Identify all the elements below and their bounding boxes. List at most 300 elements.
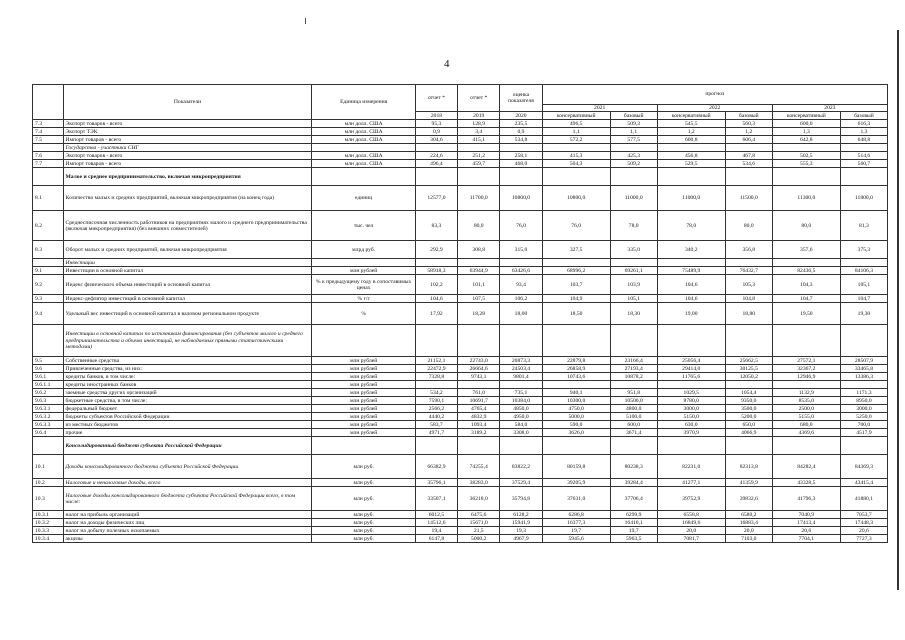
table-header <box>33 85 888 120</box>
value-cell: 75489,9 <box>657 267 725 275</box>
empty-cell <box>458 144 500 152</box>
empty-cell <box>725 144 772 152</box>
value-cell: 19,4 <box>415 527 457 535</box>
table-row <box>33 373 888 381</box>
row-unit: млн рублей <box>312 429 415 437</box>
header-conservative-2022: консервативный <box>657 112 725 120</box>
value-cell: 102,2 <box>415 275 457 295</box>
table-row <box>33 519 888 527</box>
value-cell: 41880,1 <box>840 487 887 511</box>
empty-cell <box>657 168 725 186</box>
value-cell: 7704,1 <box>772 535 840 543</box>
value-cell: 11700,0 <box>458 186 500 211</box>
row-indicator: бюджеты субъектов Российской Федерации <box>63 413 312 421</box>
value-cell: 19,30 <box>840 303 887 325</box>
value-cell: 415,1 <box>458 136 500 144</box>
section-title: Инвестиции в основной капитал по источникам финансирования (без субъектов малого и среднего предпринимательства и объема инвестиций, не наблюдаемых прямыми статистическими методами) <box>63 325 312 357</box>
value-cell: 9743,1 <box>458 373 500 381</box>
table-row <box>33 136 888 144</box>
table-row <box>33 120 888 128</box>
value-cell: 1054,4 <box>725 389 772 397</box>
row-indicator: прочие <box>63 429 312 437</box>
value-cell: 4967,9 <box>500 535 542 543</box>
row-indicator: Доходы консолидированного бюджета субъекта Российской Федерации <box>63 455 312 479</box>
row-unit: млн долл. США <box>312 120 415 128</box>
value-cell: 560,7 <box>840 160 887 168</box>
row-indicator: Экспорт ТЭК <box>63 128 312 136</box>
value-cell: 534,8 <box>500 136 542 144</box>
value-cell: 83,3 <box>415 211 457 241</box>
value-cell: 545,5 <box>657 120 725 128</box>
value-cell <box>725 381 772 389</box>
value-cell: 16849,6 <box>657 519 725 527</box>
empty-cell <box>610 325 657 357</box>
value-cell: 9801,4 <box>500 373 542 381</box>
value-cell: 5155,0 <box>772 413 840 421</box>
value-cell: 78,0 <box>610 211 657 241</box>
value-cell: 11000,0 <box>657 186 725 211</box>
table-row <box>33 381 888 389</box>
value-cell: 104,6 <box>657 295 725 303</box>
value-cell: 11500,0 <box>725 186 772 211</box>
value-cell: 3500,0 <box>725 405 772 413</box>
empty-cell <box>312 144 415 152</box>
empty-cell <box>542 168 610 186</box>
table-row <box>33 241 888 259</box>
row-unit: % г/г <box>312 295 415 303</box>
value-cell: 3970,9 <box>657 429 725 437</box>
value-cell: 128,9 <box>458 120 500 128</box>
value-cell: 496,5 <box>542 120 610 128</box>
value-cell: 80,0 <box>725 211 772 241</box>
value-cell: 107,5 <box>458 295 500 303</box>
value-cell: 509,3 <box>610 120 657 128</box>
empty-cell <box>840 259 887 267</box>
row-code <box>33 144 64 152</box>
value-cell: 4971,7 <box>415 429 457 437</box>
value-cell: 4369,6 <box>772 429 840 437</box>
row-code: 10.3.3 <box>33 527 64 535</box>
value-cell: 63944,9 <box>458 267 500 275</box>
value-cell: 600,0 <box>610 421 657 429</box>
value-cell: 41796,3 <box>772 487 840 511</box>
row-code: 8.2 <box>33 211 64 241</box>
row-indicator: Налоговые доходы консолидированного бюджета субъекта Российской Федерации всего, в том числе: <box>63 487 312 511</box>
value-cell: 12577,0 <box>415 186 457 211</box>
row-code: 9.6.3 <box>33 397 64 405</box>
value-cell: 25662,5 <box>725 357 772 365</box>
row-indicator: Привлеченные средства, из них: <box>63 365 312 373</box>
value-cell: 39832,6 <box>725 487 772 511</box>
row-indicator: Удельный вес инвестиций в основной капитал в валовом региональном продукте <box>63 303 312 325</box>
empty-cell <box>840 437 887 455</box>
value-cell: 37529,4 <box>500 479 542 487</box>
empty-cell <box>415 259 457 267</box>
value-cell: 1,3 <box>840 128 887 136</box>
table-row <box>33 186 888 211</box>
value-cell: 63426,6 <box>500 267 542 275</box>
row-unit: млн рублей <box>312 397 415 405</box>
value-cell: 502,5 <box>772 152 840 160</box>
section-title: Консолидированный бюджет субъекта Российской Федерации <box>63 437 312 455</box>
row-code: 7.7 <box>33 160 64 168</box>
value-cell <box>415 381 457 389</box>
value-cell: 20873,3 <box>500 357 542 365</box>
empty-cell <box>542 144 610 152</box>
value-cell: 33465,8 <box>840 365 887 373</box>
value-cell: 8950,0 <box>840 397 887 405</box>
table-row <box>33 479 888 487</box>
empty-cell <box>772 144 840 152</box>
value-cell: 940,1 <box>542 389 610 397</box>
empty-cell <box>458 259 500 267</box>
value-cell: 10300,0 <box>542 397 610 405</box>
value-cell: 66382,9 <box>415 455 457 479</box>
value-cell: 258,1 <box>500 152 542 160</box>
value-cell: 74255,4 <box>458 455 500 479</box>
empty-cell <box>610 259 657 267</box>
empty-cell <box>840 168 887 186</box>
value-cell: 37631,0 <box>542 487 610 511</box>
table-row <box>33 535 888 543</box>
row-code: 7.6 <box>33 152 64 160</box>
empty-cell <box>725 259 772 267</box>
value-cell: 20,0 <box>725 527 772 535</box>
row-indicator: Импорт товаров - всего <box>63 136 312 144</box>
value-cell: 6299,9 <box>610 511 657 519</box>
row-code: 10.1 <box>33 455 64 479</box>
value-cell: 35794,8 <box>500 487 542 511</box>
value-cell: 4800,0 <box>610 405 657 413</box>
value-cell: 4066,9 <box>725 429 772 437</box>
value-cell: 20,0 <box>657 527 725 535</box>
empty-cell <box>500 144 542 152</box>
section-row <box>33 168 888 186</box>
value-cell: 41359,9 <box>725 479 772 487</box>
value-cell: 78,0 <box>657 211 725 241</box>
row-unit: млн рублей <box>312 421 415 429</box>
value-cell: 4850,0 <box>500 405 542 413</box>
value-cell: 534,6 <box>725 160 772 168</box>
row-code: 9.1 <box>33 267 64 275</box>
section-title: Малое и среднее предпринимательство, включая микропредприятия <box>63 168 312 186</box>
value-cell: 5250,0 <box>840 413 887 421</box>
header-conservative-2021: консервативный <box>542 112 610 120</box>
empty-cell <box>657 325 725 357</box>
value-cell: 648,8 <box>840 136 887 144</box>
header-year-2021: 2021 <box>542 105 657 112</box>
row-indicator: бюджетные средства, в том числе: <box>63 397 312 405</box>
value-cell: 18,50 <box>542 303 610 325</box>
table-row <box>33 267 888 275</box>
row-unit: млн рублей <box>312 365 415 373</box>
value-cell: 5945,6 <box>542 535 610 543</box>
value-cell: 84106,3 <box>840 267 887 275</box>
value-cell: 292,9 <box>415 241 457 259</box>
header-conservative-2023: консервативный <box>772 112 840 120</box>
table-row <box>33 511 888 519</box>
empty-cell <box>772 259 840 267</box>
value-cell: 10384,0 <box>500 397 542 405</box>
row-code: 10.3.4 <box>33 535 64 543</box>
row-indicator: Индекс физического объема инвестиций в основной капитал <box>63 275 312 295</box>
table-row <box>33 389 888 397</box>
value-cell: 630,0 <box>657 421 725 429</box>
value-cell: 11800,0 <box>840 186 887 211</box>
value-cell: 15671,0 <box>458 519 500 527</box>
row-unit: млн руб. <box>312 487 415 511</box>
value-cell: 30125,5 <box>725 365 772 373</box>
row-code: 9.4 <box>33 303 64 325</box>
value-cell: 761,0 <box>458 389 500 397</box>
value-cell: 1029,5 <box>657 389 725 397</box>
value-cell: 5200,0 <box>725 413 772 421</box>
table-row <box>33 357 888 365</box>
value-cell: 340,2 <box>657 241 725 259</box>
row-indicator: акцизы <box>63 535 312 543</box>
value-cell: 2566,2 <box>415 405 457 413</box>
value-cell: 3,4 <box>458 128 500 136</box>
row-code: 9.6.3.3 <box>33 421 64 429</box>
value-cell: 6558,8 <box>657 511 725 519</box>
value-cell: 26858,9 <box>542 365 610 373</box>
table-body <box>33 120 888 543</box>
scan-mark <box>305 18 306 24</box>
value-cell: 38283,0 <box>458 479 500 487</box>
row-code: 10.2 <box>33 479 64 487</box>
empty-cell <box>657 437 725 455</box>
value-cell: 43415,4 <box>840 479 887 487</box>
row-indicator: Количество малых и средних предприятий, включая микропредприятия (на конец года) <box>63 186 312 211</box>
row-indicator: Собственные средства <box>63 357 312 365</box>
value-cell: 76432,7 <box>725 267 772 275</box>
row-unit: тыс. чел <box>312 211 415 241</box>
empty-cell <box>458 168 500 186</box>
value-cell: 101,1 <box>458 275 500 295</box>
value-cell: 3671,4 <box>610 429 657 437</box>
value-cell: 560,3 <box>725 120 772 128</box>
row-code: 9.6.1 <box>33 373 64 381</box>
value-cell: 356,8 <box>725 241 772 259</box>
value-cell: 1,1 <box>542 128 610 136</box>
row-code: 8.3 <box>33 241 64 259</box>
row-indicator: Налоговые и неналоговые доходы, всего <box>63 479 312 487</box>
header-forecast: прогноз <box>542 85 887 105</box>
value-cell: 18,28 <box>458 303 500 325</box>
empty-cell <box>500 325 542 357</box>
row-indicator: Индекс-дефлятор инвестиций в основной капитал <box>63 295 312 303</box>
row-indicator: Оборот малых и средних предприятий, включая микропредприятия <box>63 241 312 259</box>
value-cell: 1132,9 <box>772 389 840 397</box>
value-cell: 375,3 <box>840 241 887 259</box>
value-cell: 80,0 <box>458 211 500 241</box>
value-cell: 21,5 <box>458 527 500 535</box>
value-cell: 4950,0 <box>500 413 542 421</box>
section-title: Инвестиции <box>63 259 312 267</box>
value-cell: 83822,2 <box>500 455 542 479</box>
value-cell: 22743,0 <box>458 357 500 365</box>
header-unit: Единица измерения <box>312 85 415 120</box>
empty-cell <box>772 325 840 357</box>
value-cell: 1,1 <box>610 128 657 136</box>
page-edge-line <box>897 30 899 590</box>
table-row <box>33 405 888 413</box>
table-row <box>33 487 888 511</box>
value-cell: 10691,7 <box>458 397 500 405</box>
header-base-2021: базовый <box>610 112 657 120</box>
table-row <box>33 429 888 437</box>
empty-cell <box>458 437 500 455</box>
empty-cell <box>657 259 725 267</box>
value-cell: 315,0 <box>500 241 542 259</box>
value-cell: 104,8 <box>725 295 772 303</box>
row-code <box>33 259 64 267</box>
value-cell: 1,3 <box>772 128 840 136</box>
value-cell: 80238,3 <box>610 455 657 479</box>
value-cell: 76,0 <box>500 211 542 241</box>
value-cell: 81,3 <box>840 211 887 241</box>
value-cell: 104,6 <box>415 295 457 303</box>
value-cell: 22879,8 <box>542 357 610 365</box>
value-cell: 251,2 <box>458 152 500 160</box>
header-base-2023: базовый <box>840 112 887 120</box>
empty-cell <box>725 168 772 186</box>
row-code: 7.3 <box>33 120 64 128</box>
row-code <box>33 437 64 455</box>
value-cell: 19,3 <box>500 527 542 535</box>
value-cell: 20,6 <box>840 527 887 535</box>
value-cell: 24503,4 <box>500 365 542 373</box>
value-cell: 10800,0 <box>500 186 542 211</box>
row-code <box>33 325 64 357</box>
value-cell: 104,7 <box>772 295 840 303</box>
value-cell: 509,2 <box>610 160 657 168</box>
empty-cell <box>610 144 657 152</box>
value-cell: 21152,1 <box>415 357 457 365</box>
value-cell: 590,0 <box>542 421 610 429</box>
value-cell: 39752,9 <box>657 487 725 511</box>
row-code: 9.6 <box>33 365 64 373</box>
value-cell: 16410,1 <box>610 519 657 527</box>
value-cell: 76,0 <box>542 211 610 241</box>
empty-cell <box>312 168 415 186</box>
empty-cell <box>725 325 772 357</box>
table-row <box>33 397 888 405</box>
value-cell <box>458 381 500 389</box>
row-unit: млн рублей <box>312 373 415 381</box>
row-code: 9.6.1.1 <box>33 381 64 389</box>
value-cell: 10878,2 <box>610 373 657 381</box>
value-cell: 17,92 <box>415 303 457 325</box>
value-cell: 19,7 <box>610 527 657 535</box>
value-cell: 12050,2 <box>725 373 772 381</box>
header-year-2020: 2020 <box>500 112 542 120</box>
value-cell: 4832,9 <box>458 413 500 421</box>
value-cell: 3626,0 <box>542 429 610 437</box>
value-cell: 6012,5 <box>415 511 457 519</box>
row-code: 9.6.2 <box>33 389 64 397</box>
row-unit: млн долл. США <box>312 160 415 168</box>
section-row <box>33 325 888 357</box>
row-code: 9.6.3.2 <box>33 413 64 421</box>
row-indicator: Инвестиции в основной капитал <box>63 267 312 275</box>
value-cell: 28507,9 <box>840 357 887 365</box>
table-row <box>33 527 888 535</box>
empty-cell <box>840 325 887 357</box>
empty-cell <box>415 168 457 186</box>
value-cell: 650,0 <box>725 421 772 429</box>
value-cell: 103,7 <box>542 275 610 295</box>
value-cell: 425,3 <box>610 152 657 160</box>
section-row <box>33 437 888 455</box>
row-code: 9.3 <box>33 295 64 303</box>
value-cell: 10500,0 <box>610 397 657 405</box>
value-cell: 700,0 <box>840 421 887 429</box>
value-cell: 616,3 <box>840 120 887 128</box>
value-cell: 7727,3 <box>840 535 887 543</box>
row-unit: % <box>312 303 415 325</box>
row-indicator: Экспорт товаров - всего <box>63 152 312 160</box>
empty-cell <box>772 437 840 455</box>
value-cell: 467,8 <box>725 152 772 160</box>
value-cell: 5000,0 <box>542 413 610 421</box>
value-cell: 496,4 <box>415 160 457 168</box>
empty-cell <box>458 325 500 357</box>
value-cell: 11300,0 <box>772 186 840 211</box>
value-cell: 39284,4 <box>610 479 657 487</box>
header-year-2019: 2019 <box>458 112 500 120</box>
value-cell: 577,5 <box>610 136 657 144</box>
value-cell: 4517,9 <box>840 429 887 437</box>
header-report-2018: отчет * <box>415 85 457 112</box>
value-cell: 357,6 <box>772 241 840 259</box>
row-code: 9.6.3.1 <box>33 405 64 413</box>
value-cell <box>772 381 840 389</box>
value-cell: 27572,1 <box>772 357 840 365</box>
row-unit: млн руб. <box>312 535 415 543</box>
value-cell: 534,2 <box>415 389 457 397</box>
value-cell: 7040,9 <box>772 511 840 519</box>
value-cell: 584,0 <box>500 421 542 429</box>
value-cell: 82313,8 <box>725 455 772 479</box>
header-report-2019: отчет * <box>458 85 500 112</box>
row-indicator: налог на добычу полезных ископаемых <box>63 527 312 535</box>
value-cell: 680,0 <box>772 421 840 429</box>
table-row <box>33 421 888 429</box>
value-cell: 600,8 <box>657 136 725 144</box>
table-row <box>33 295 888 303</box>
row-code: 9.6.4 <box>33 429 64 437</box>
value-cell: 3000,0 <box>657 405 725 413</box>
value-cell: 10800,0 <box>542 186 610 211</box>
row-unit: % к предыдущему году в сопоставимых ценах <box>312 275 415 295</box>
value-cell: 583,7 <box>415 421 457 429</box>
value-cell: 68996,2 <box>542 267 610 275</box>
empty-cell <box>725 437 772 455</box>
value-cell: 19,00 <box>657 303 725 325</box>
value-cell: 105,1 <box>840 275 887 295</box>
table-row <box>33 455 888 479</box>
header-indicator: Показатели <box>63 85 312 120</box>
table-row <box>33 152 888 160</box>
value-cell: 642,8 <box>772 136 840 144</box>
empty-cell <box>500 168 542 186</box>
row-indicator: заемные средства других организаций <box>63 389 312 397</box>
empty-cell <box>312 325 415 357</box>
row-unit: млн рублей <box>312 381 415 389</box>
value-cell: 6286,8 <box>542 511 610 519</box>
value-cell: 12946,9 <box>772 373 840 381</box>
